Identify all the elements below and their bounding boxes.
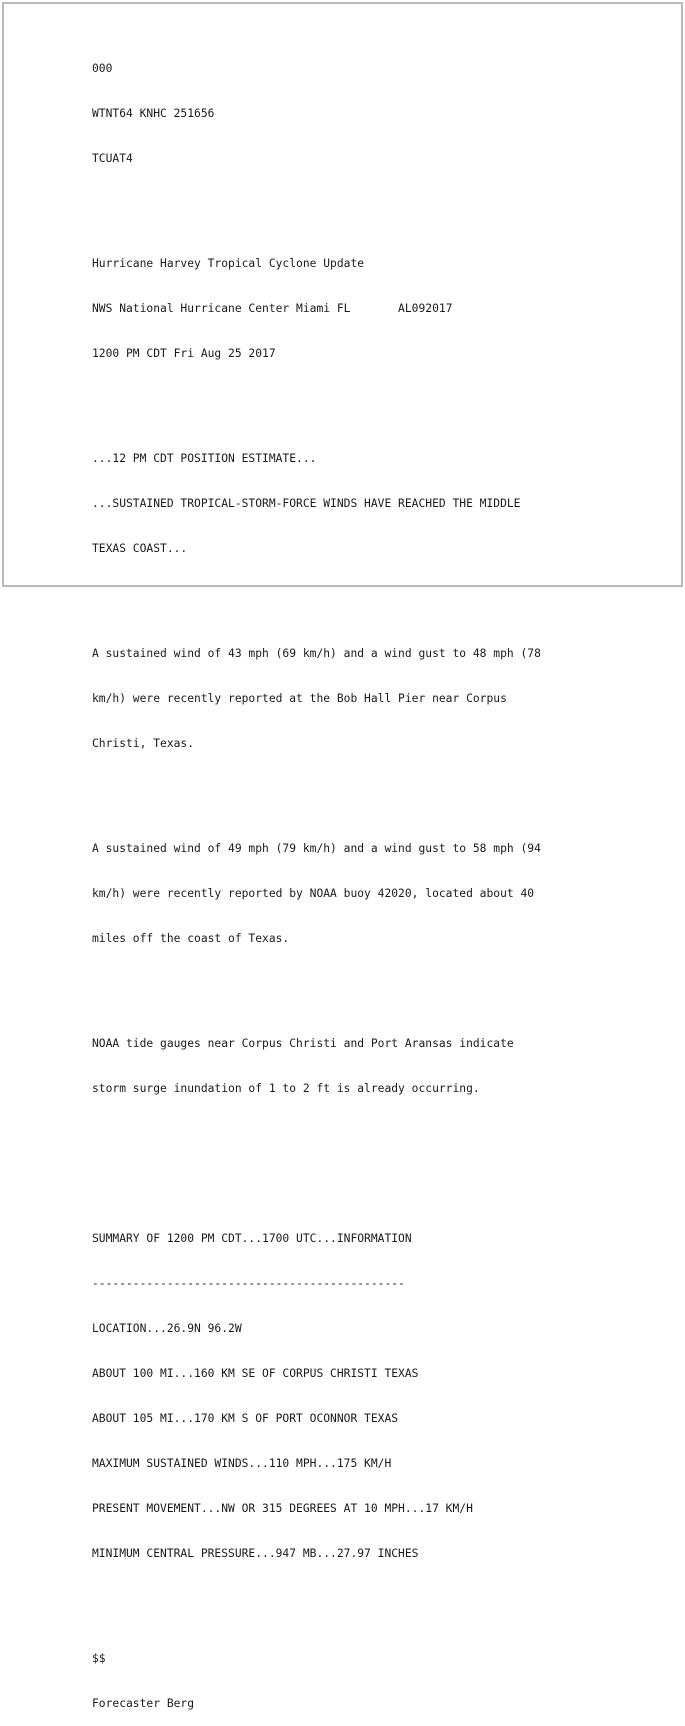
forecaster-signature: Forecaster Berg [92,1697,195,1710]
spacer [92,391,541,406]
summary-item: PRESENT MOVEMENT...NW OR 315 DEGREES AT 10 MPH...17 KM/H [92,1502,473,1515]
summary-item: LOCATION...26.9N 96.2W [92,1322,242,1335]
bulletin-text [92,31,541,1726]
spacer [92,1591,541,1606]
awips-id: TCUAT4 [92,152,133,165]
spacer [92,1126,541,1141]
spacer [92,586,541,601]
header-code: 000 [92,62,113,75]
paragraph-line: km/h) were recently reported at the Bob Hall Pier near Corpus [92,692,507,705]
spacer [92,196,541,211]
summary-item: MAXIMUM SUSTAINED WINDS...110 MPH...175 KM/H [92,1457,392,1470]
paragraph-line: A sustained wind of 49 mph (79 km/h) and a wind gust to 58 mph (94 [92,842,541,855]
summary-item: ABOUT 105 MI...170 KM S OF PORT OCONNOR TEXAS [92,1412,399,1425]
summary-rule: ---------------------------------------------- [92,1277,405,1290]
wmo-header: WTNT64 KNHC 251656 [92,107,215,120]
summary-item: MINIMUM CENTRAL PRESSURE...947 MB...27.97 INCHES [92,1547,419,1560]
paragraph-line: Christi, Texas. [92,737,195,750]
issue-time: 1200 PM CDT Fri Aug 25 2017 [92,347,276,360]
spacer [92,1171,541,1186]
terminator: $$ [92,1652,106,1665]
paragraph-line: A sustained wind of 43 mph (69 km/h) and a wind gust to 48 mph (78 [92,647,541,660]
summary-heading: SUMMARY OF 1200 PM CDT...1700 UTC...INFORMATION [92,1232,412,1245]
product-title: Hurricane Harvey Tropical Cyclone Update [92,257,365,270]
paragraph-line: miles off the coast of Texas. [92,932,290,945]
spacer [92,976,541,991]
issuing-office: NWS National Hurricane Center Miami FL AL092017 [92,302,453,315]
paragraph-line: km/h) were recently reported by NOAA buoy 42020, located about 40 [92,887,535,900]
headline-line: ...SUSTAINED TROPICAL-STORM-FORCE WINDS HAVE REACHED THE MIDDLE [92,497,521,510]
paragraph-line: NOAA tide gauges near Corpus Christi and Port Aransas indicate [92,1037,514,1050]
headline-line: TEXAS COAST... [92,542,188,555]
spacer [92,781,541,796]
headline-line: ...12 PM CDT POSITION ESTIMATE... [92,452,317,465]
summary-item: ABOUT 100 MI...160 KM SE OF CORPUS CHRISTI TEXAS [92,1367,419,1380]
paragraph-line: storm surge inundation of 1 to 2 ft is already occurring. [92,1082,480,1095]
